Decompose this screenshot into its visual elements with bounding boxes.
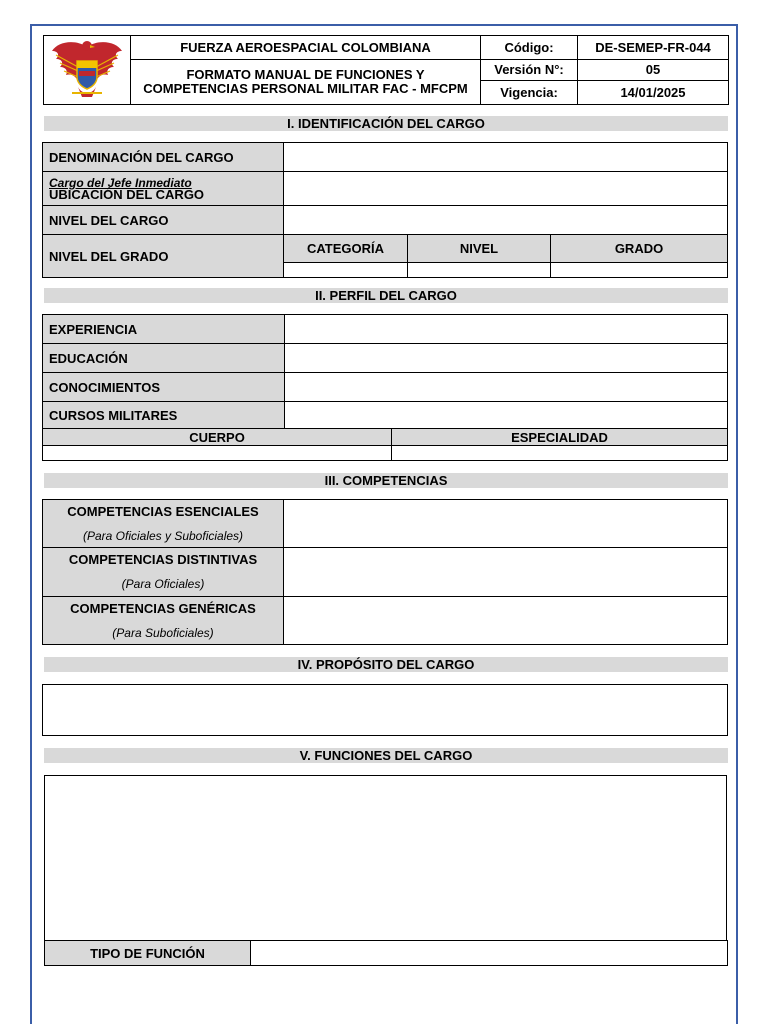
nivel-cargo-label: NIVEL DEL CARGO: [43, 206, 284, 235]
logo-cell: [44, 36, 131, 105]
version-value: 05: [578, 60, 729, 80]
educacion-field[interactable]: [285, 344, 728, 373]
nivel-grado-label: NIVEL DEL GRADO: [43, 235, 284, 278]
code-value: DE-SEMEP-FR-044: [578, 36, 729, 60]
genericas-field[interactable]: [284, 597, 728, 645]
competencias-table: [42, 499, 728, 645]
proposito-field[interactable]: [42, 684, 728, 736]
esenciales-label-cell: [43, 500, 284, 548]
denominacion-label: DENOMINACIÓN DEL CARGO: [43, 143, 284, 172]
identificacion-table: [42, 142, 728, 278]
cuerpo-header: CUERPO: [43, 429, 392, 446]
grado-header: GRADO: [551, 235, 728, 263]
cuerpo-table: [42, 428, 728, 461]
jefe-inmediato-label: Cargo del Jefe Inmediato: [49, 175, 192, 190]
cursos-field[interactable]: [285, 402, 728, 430]
validity-value: 14/01/2025: [578, 80, 729, 104]
tipo-funcion-label: TIPO DE FUNCIÓN: [45, 941, 251, 966]
experiencia-label: EXPERIENCIA: [43, 315, 285, 344]
tipo-funcion-field[interactable]: [251, 941, 728, 966]
nivel-header: NIVEL: [408, 235, 551, 263]
doc-title: FORMATO MANUAL DE FUNCIONES Y COMPETENCIAS PERSONAL MILITAR FAC - MFCPM: [131, 60, 481, 105]
categoria-header: CATEGORÍA: [284, 235, 408, 263]
section-title-competencias: III. COMPETENCIAS: [44, 473, 728, 488]
funciones-field[interactable]: [44, 775, 727, 941]
distintivas-label: COMPETENCIAS DISTINTIVAS: [68, 552, 258, 567]
ubicacion-label-cell: [43, 172, 284, 206]
conocimientos-label: CONOCIMIENTOS: [43, 373, 285, 402]
especialidad-header: ESPECIALIDAD: [392, 429, 728, 446]
grado-field[interactable]: [551, 263, 728, 278]
header-table: [43, 35, 729, 105]
validity-label: Vigencia:: [481, 80, 578, 104]
section-title-perfil: II. PERFIL DEL CARGO: [44, 288, 728, 303]
conocimientos-field[interactable]: [285, 373, 728, 402]
genericas-note: (Para Suboficiales): [112, 625, 214, 640]
distintivas-label-cell: [43, 548, 284, 597]
cursos-label: CURSOS MILITARES: [43, 402, 285, 430]
esenciales-note: (Para Oficiales y Suboficiales): [82, 528, 244, 543]
nivel-field[interactable]: [408, 263, 551, 278]
categoria-field[interactable]: [284, 263, 408, 278]
section-title-funciones: V. FUNCIONES DEL CARGO: [44, 748, 728, 763]
version-label: Versión N°:: [481, 60, 578, 80]
genericas-label: COMPETENCIAS GENÉRICAS: [70, 600, 256, 616]
org-name: FUERZA AEROESPACIAL COLOMBIANA: [131, 36, 481, 60]
form-page: [30, 24, 738, 1024]
esenciales-field[interactable]: [284, 500, 728, 548]
perfil-table: [42, 314, 728, 430]
especialidad-field[interactable]: [392, 446, 728, 461]
distintivas-field[interactable]: [284, 548, 728, 597]
nivel-cargo-field[interactable]: [284, 206, 728, 235]
code-label: Código:: [481, 36, 578, 60]
genericas-label-cell: [43, 597, 284, 645]
section-title-identificacion: I. IDENTIFICACIÓN DEL CARGO: [44, 116, 728, 131]
educacion-label: EDUCACIÓN: [43, 344, 285, 373]
cuerpo-field[interactable]: [43, 446, 392, 461]
ubicacion-label: UBICACIÓN DEL CARGO: [49, 186, 205, 202]
section-title-proposito: IV. PROPÓSITO DEL CARGO: [44, 657, 728, 672]
tipo-funcion-table: [44, 940, 728, 966]
ubicacion-field[interactable]: [284, 172, 728, 206]
esenciales-label: COMPETENCIAS ESENCIALES: [67, 503, 259, 519]
distintivas-note: (Para Oficiales): [121, 577, 205, 591]
eagle-coat-of-arms-icon: [48, 37, 126, 101]
experiencia-field[interactable]: [285, 315, 728, 344]
denominacion-field[interactable]: [284, 143, 728, 172]
